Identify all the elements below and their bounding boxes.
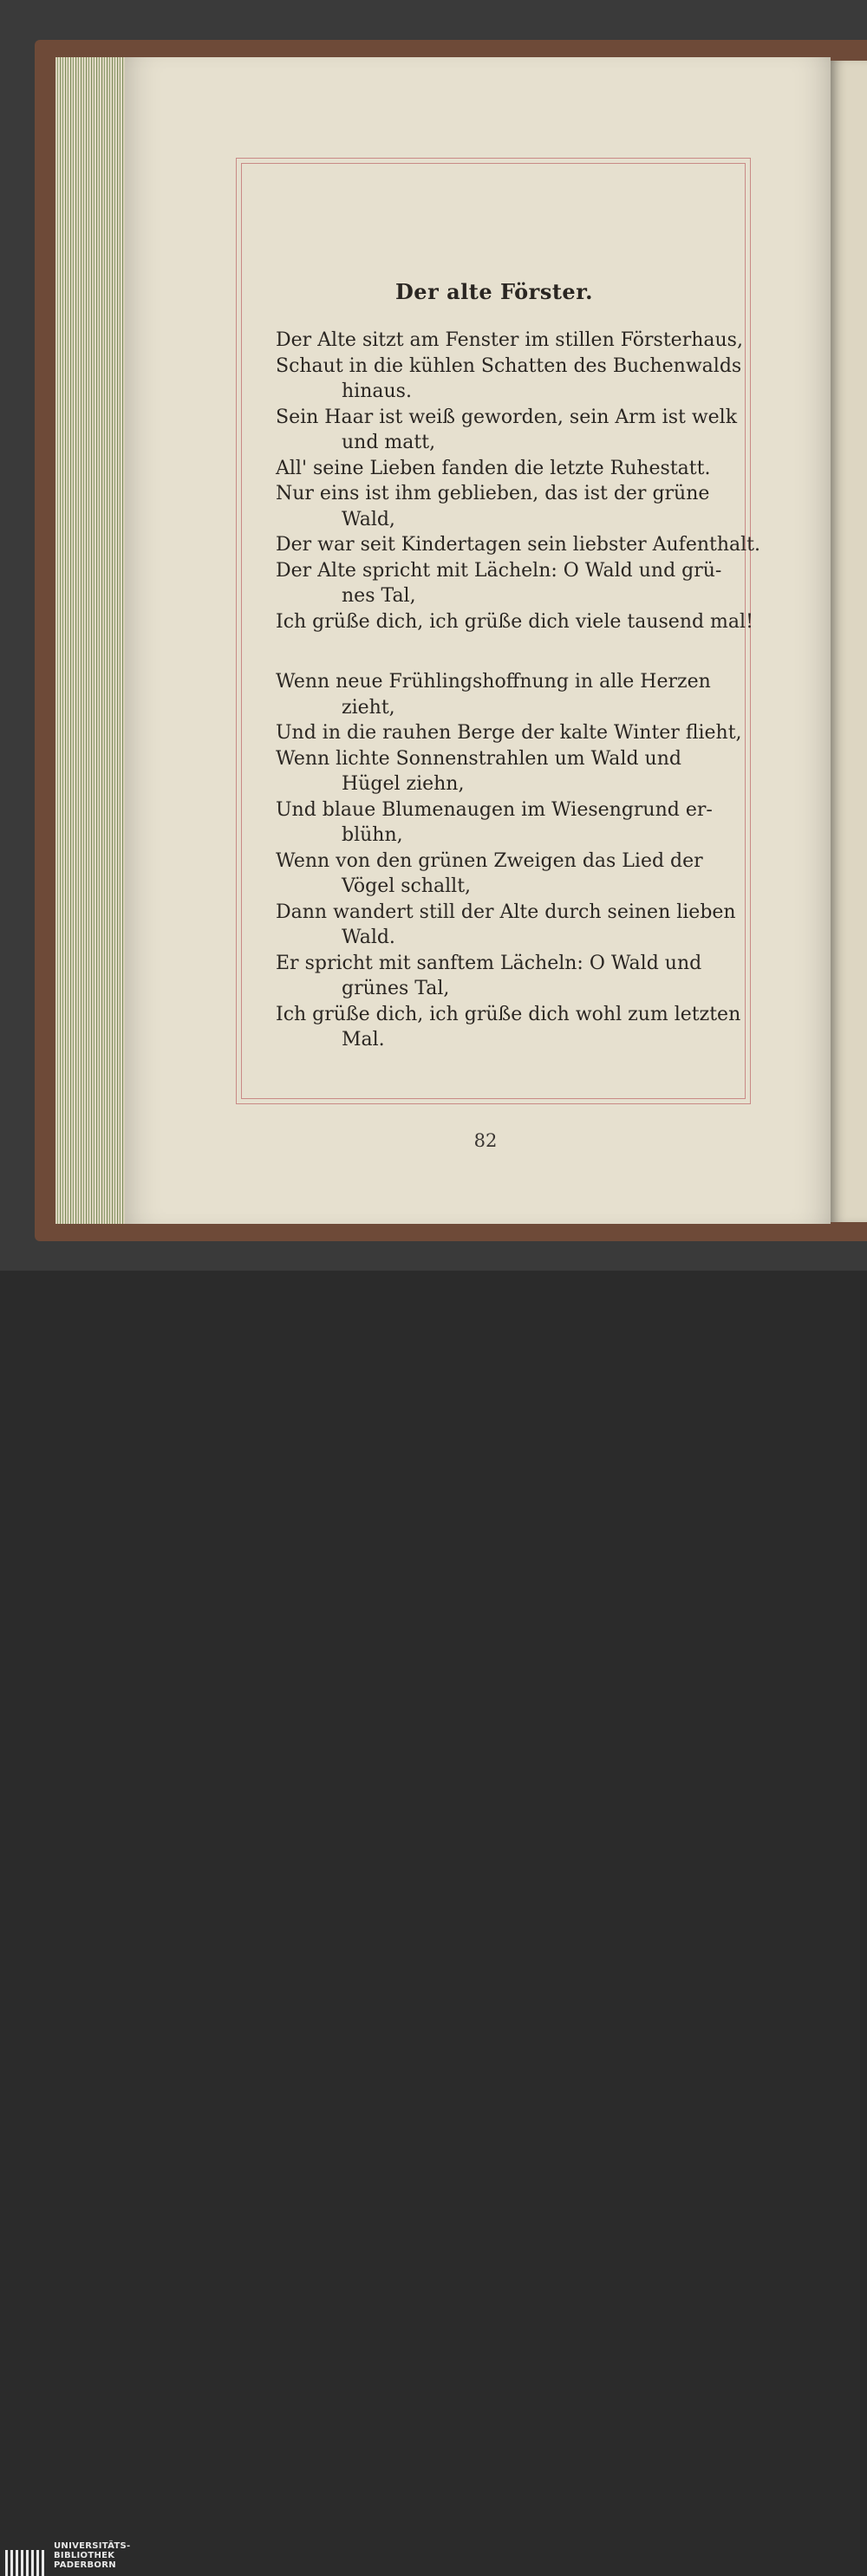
stanza-1	[276, 328, 761, 634]
library-logo-icon	[5, 2545, 47, 2576]
poem-line: Wenn von den grünen Zweigen das Lied der	[276, 849, 703, 872]
poem-line: grünes Tal,	[342, 978, 450, 999]
poem-line: Wenn neue Frühlingshoffnung in alle Herzen	[276, 671, 711, 693]
page-edges	[55, 57, 128, 1224]
poem-line: Hügel ziehn,	[342, 773, 465, 795]
poem-line: Sein Haar ist weiß geworden, sein Arm ist welk	[276, 406, 738, 428]
stanza-gap	[276, 634, 718, 669]
book-photo	[0, 0, 867, 1271]
poem-line: Mal.	[342, 1029, 385, 1051]
poem-line: nes Tal,	[342, 585, 416, 607]
poem-line: und matt,	[342, 432, 436, 453]
poem-line: Der Alte spricht mit Lächeln: O Wald und grü-	[276, 559, 722, 582]
poem-line: Ich grüße dich, ich grüße dich viele tausend mal!	[276, 610, 753, 633]
logo-line-1: UNIVERSITÄTS-	[54, 2541, 131, 2551]
poem-line: Nur eins ist ihm geblieben, das ist der grüne	[276, 483, 710, 504]
poem-line: Dann wandert still der Alte durch seinen lieben	[276, 901, 736, 923]
poem-line: zieht,	[342, 696, 395, 719]
stanza-2	[276, 669, 742, 1053]
poem-line: All' seine Lieben fanden die letzte Ruhestatt.	[276, 457, 711, 479]
poem-line: Der war seit Kindertagen sein liebster Aufenthalt.	[276, 534, 761, 556]
poem-line: hinaus.	[342, 381, 412, 402]
page-number: 82	[473, 1130, 498, 1151]
poem-line: Vögel schallt,	[342, 875, 472, 897]
poem-line: blühn,	[342, 824, 403, 846]
facing-page-edge	[831, 61, 867, 1222]
poem-body	[276, 328, 761, 1053]
poem-line: Und blaue Blumenaugen im Wiesengrund er-	[276, 798, 713, 821]
poem-line: Er spricht mit sanftem Lächeln: O Wald und	[276, 952, 702, 974]
footer-bar	[0, 1271, 867, 2570]
poem-line: Wenn lichte Sonnenstrahlen um Wald und	[276, 747, 681, 770]
poem-title: Der alte Förster.	[394, 279, 593, 304]
poem-line: Ich grüße dich, ich grüße dich wohl zum letzten	[276, 1003, 741, 1025]
poem-line: Der Alte sitzt am Fenster im stillen Försterhaus,	[276, 329, 743, 351]
library-logo-text	[54, 2541, 131, 2570]
poem-line: Schaut in die kühlen Schatten des Buchenwalds	[276, 355, 742, 377]
poem-line: Und in die rauhen Berge der kalte Winter flieht,	[276, 722, 742, 744]
logo-line-2: BIBLIOTHEK	[54, 2551, 115, 2560]
logo-line-3: PADERBORN	[54, 2560, 116, 2570]
poem-line: Wald,	[342, 508, 395, 530]
poem-line: Wald.	[342, 927, 395, 948]
